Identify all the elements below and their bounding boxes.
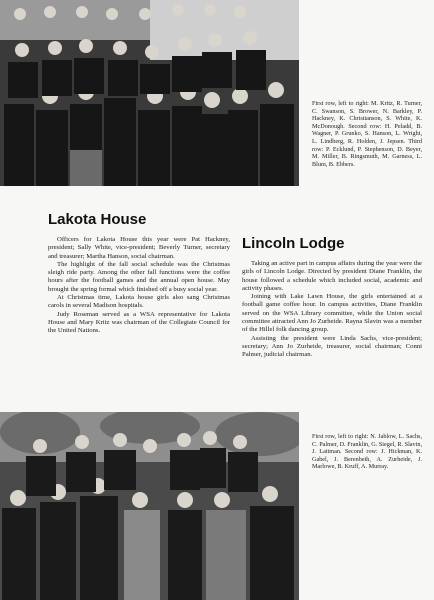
lincoln-group-photo [0,412,299,600]
article-paragraph: Assisting the president were Linda Sachs, vice-president; secretary; Ann Jo Zurheide, treasurer, social chairman; Conni Palmer, judicial chairman. [242,334,422,359]
caption-text: First row, left to right: M. Kritz, R. Turner, C. Swanson, S. Brower, N. Barkley, P. Hackney, K. Christianson, S. White, K. McDonough. Second row: H. Peladd, B. Wagner, P. Grunko, S. Hanson, L. Wright, L. Lindberg, R. Holden, J. Jepsen. Third row: P. Ecklund, P. Stephenson, D. Beyer, M. Miller, B. Ringsmuth, M. Garness, L. Blum, B. Ebbers. [312,100,422,168]
article-paragraph: Taking an active part in campus affairs during the year were the girls of Lincoln Lodge. Directed by president Diane Franklin, the house followed a schedule which included social, academic and activity phases. [242,260,422,292]
article-paragraph: Judy Roseman served as a WSA representative for Lakota House and Mary Kritz was chairman of the Collegiate Council for the United Nations. [48,310,230,335]
article-paragraph: Officers for Lakota House this year were Pat Hackney, president; Sally White, vice-president; Beverly Turner, secretary and treasurer; Martha Hanson, social chairman. [48,236,230,260]
lincoln-article [242,260,422,360]
lincoln-lodge-heading: Lincoln Lodge [242,235,345,252]
lakota-photo-caption [312,100,422,168]
article-paragraph: Joining with Lake Lawn House, the girls entertained at a football game coffee hour. In campus activities, Diane Franklin served on the WSA Library committee, while the Union social committee attracted Ann Jo Zurheide. Rayna Slavin was a member of the Hillel folk dancing group. [242,293,422,334]
lakota-group-photo [0,0,299,186]
lakota-house-heading: Lakota House [48,211,147,228]
article-paragraph: The highlight of the fall social schedule was the Christmas sleigh ride party. Among the other fall functions were the coffee hours after the football games and the annual open house. May brought the spring formal which finished off a busy social year. [48,260,230,293]
lincoln-photo-caption [312,433,422,471]
caption-text: First row, left to right: N. Jablow, L. Sachs, C. Palmer, D. Franklin, G. Siegel, R. Slavin, J. Laitman. Second row: J. Hickman, K. Gabel, J. Berenbeth, A. Zurheide, J. Marlowe, B. Kruff, A. Murray. [312,433,422,471]
article-paragraph: At Christmas time, Lakota house girls also sang Christmas carols in several Madison hospitals. [48,294,230,310]
lakota-article [48,236,230,336]
